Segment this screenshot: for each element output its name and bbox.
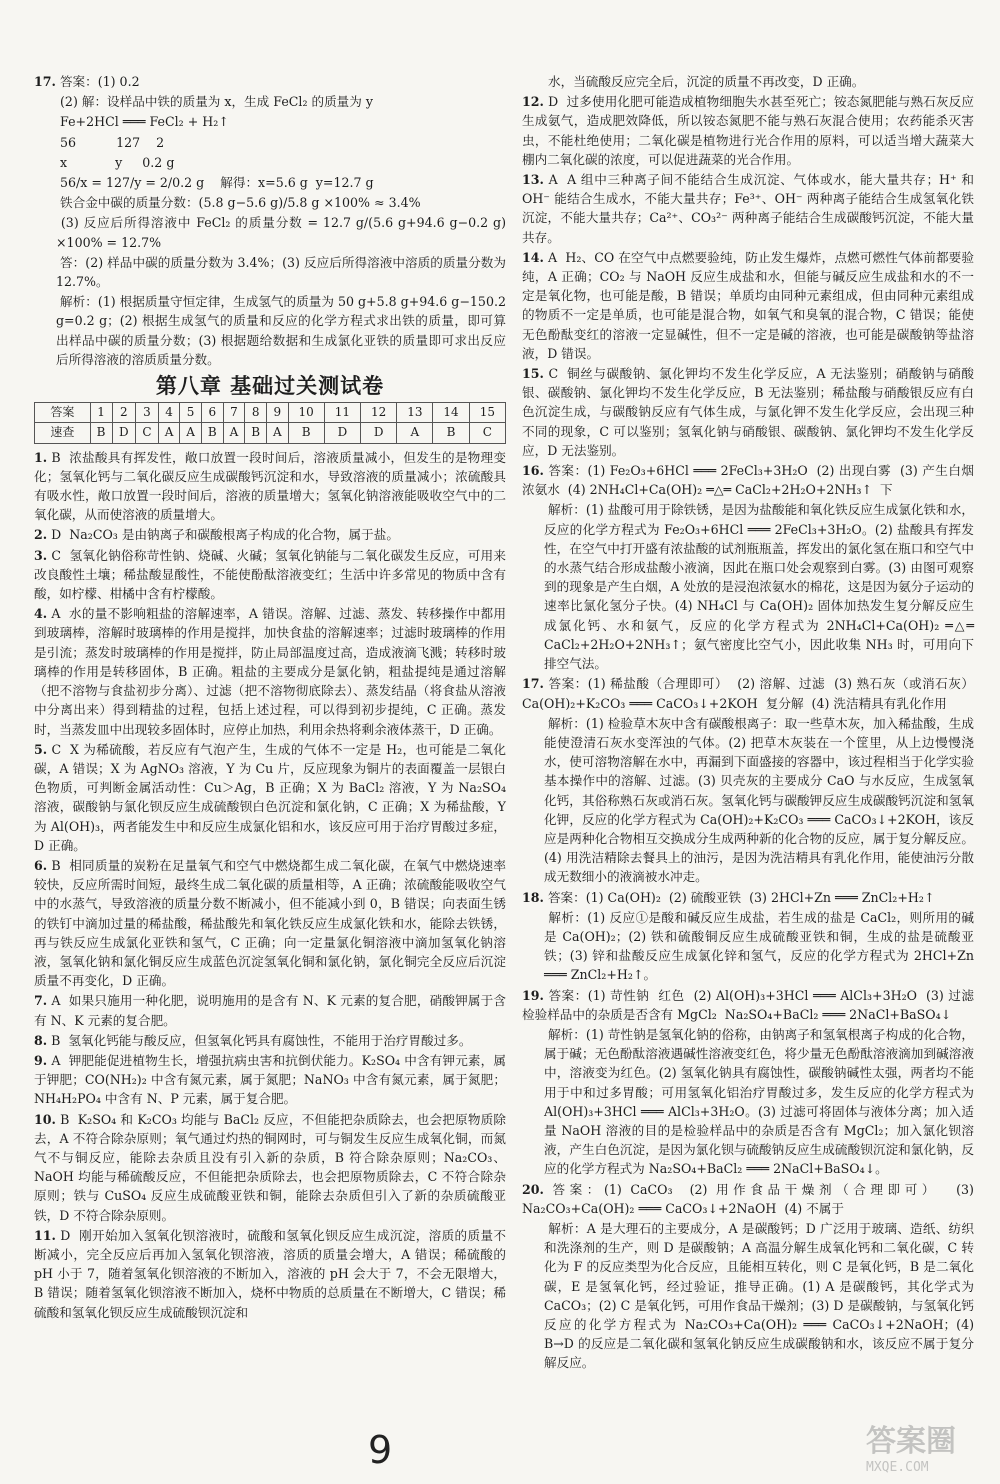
answer-text: C 铜丝与碳酸钠、氯化钾均不发生化学反应，A 无法鉴别；硝酸钠与硝酸银、碳酸钠、氯化钾均不发生化学反应，B 无法鉴别；稀盐酸与硝酸银反应有白色沉淀生成，与碳酸钠反应有气体生成，与氯化钾不发生化学反应，会出现三种不同的现象，C 可以鉴别；氢氧化钠与硝酸银、碳酸钠、氯化钾均不发生化学反应，D 无法鉴别。 <box>522 366 974 458</box>
answer-table-choice: B <box>90 423 112 443</box>
answer-paragraph <box>34 173 506 192</box>
page-number: 9 <box>368 1428 393 1472</box>
answer-table-number: 10 <box>288 403 324 423</box>
answer-table-choice: D <box>112 423 136 443</box>
answer-table-choice: D <box>361 423 397 443</box>
answer-paragraph <box>522 1180 978 1218</box>
answer-table-number: 3 <box>136 403 159 423</box>
answer-table-choice: B <box>201 423 223 443</box>
answer-text: C X 为稀硫酸，若反应有气泡产生，生成的气体不一定是 H₂，也可能是二氧化碳，A 错误；X 为 AgNO₃ 溶液，Y 为 Cu 片，反应现象为铜片的表面覆盖一层银白色物质，可判断金属活动性：Cu＞Ag，B 正确；X 为 BaCl₂ 溶液，Y 为 Na₂SO₄ 溶液，碳酸钠与氯化钡反应生成硫酸钡白色沉淀和氯化钠，C 正确；X 为稀盐酸，Y 为 Al(OH)₃，两者能发生中和反应生成氯化铝和水，该反应可用于治疗胃酸过多症，D 正确。 <box>34 741 511 853</box>
watermark-logo <box>866 1416 986 1474</box>
answer-paragraph <box>522 986 983 1024</box>
answer-table-number: 14 <box>433 403 469 423</box>
answer-text: 解析：(1) 盐酸可用于除铁锈，是因为盐酸能和氧化铁反应生成氯化铁和水，反应的化学方程式为 Fe₂O₃+6HCl ═══ 2FeCl₃+3H₂O。(2) 盐酸具有挥发性，在空气中打开盛有浓盐酸的试剂瓶瓶盖，挥发出的氯化氢在瓶口和空气中的水蒸气结合形成盐酸小液滴，因此在瓶口处会观察到白雾。(3) 由图可观察到的现象是产生白烟，A 处放的是浸泡浓氨水的棉花，这是因为氨分子运动的速率比氯化氢分子快。(4) NH₄Cl 与 Ca(OH)₂ 固体加热发生复分解反应生成氯化钙、水和氨气，反应的化学方程式为 2NH₄Cl+Ca(OH)₂ ═△═ CaCl₂+2H₂O+2NH₃↑；氨气密度比空气小，因此收集 NH₃ 时，可用向下排空气法。 <box>544 502 979 672</box>
answer-table-number: 13 <box>397 403 433 423</box>
answer-text: (2) 解：设样品中铁的质量为 x，生成 FeCl₂ 的质量为 y <box>60 94 373 110</box>
answer-paragraph <box>34 112 506 131</box>
answer-text: D 过多使用化肥可能造成植物细胞失水甚至死亡；铵态氮肥能与熟石灰反应生成氨气，造成肥效降低，所以铵态氮肥不能与熟石灰混合使用；农药能杀灭害虫，不能杜绝使用；二氧化碳是植物进行光合作用的原料，可以适当增大蔬菜大棚内二氧化碳的浓度，可以促进蔬菜的光合作用。 <box>522 94 974 167</box>
chapter-title: 第八章 基础过关测试卷 <box>155 374 385 399</box>
answer-table-number: 6 <box>201 403 223 423</box>
answer-table-choice: B <box>433 423 469 443</box>
answer-paragraph <box>34 740 511 855</box>
answer-table-label: 速查 <box>35 423 91 443</box>
answer-paragraph <box>34 1226 511 1322</box>
answer-table-number: 1 <box>90 403 112 423</box>
answer-paragraph <box>34 991 506 1029</box>
question-number: 20. <box>522 1181 544 1197</box>
answer-paragraph <box>522 92 974 169</box>
answer-text: 解析：A 是大理石的主要成分，A 是碳酸钙；D 广泛用于玻璃、造纸、纺织和洗涤剂的生产，则 D 是碳酸钠；A 高温分解生成氧化钙和二氧化碳，C 转化为 F 的反应类型为化合反应，且能相互转化，则 C 是氧化钙，B 是二氧化碳，E 是氢氧化钙，经过验证，推导正确。(1) A 是碳酸钙，其化学式为 CaCO₃；(2) C 是氧化钙，可用作食品干燥剂；(3) D 是碳酸钠，与氢氧化钙反应的化学方程式为 Na₂CO₃+Ca(OH)₂ ═══ CaCO₃↓+2NaOH；(4) B→D 的反应是二氧化碳和氢氧化钠反应生成碳酸钠和水，该反应不属于复分解反应。 <box>544 1220 979 1371</box>
question-number: 6. <box>34 857 48 873</box>
answer-text: (3) 反应后所得溶液中 FeCl₂ 的质量分数 = 12.7 g/(5.6 g+94.6 g−0.2 g) ×100% = 12.7% <box>56 215 511 250</box>
answer-paragraph <box>522 1219 979 1373</box>
answer-text: 水，当硫酸反应完全后，沉淀的质量不再改变，D 正确。 <box>548 74 865 89</box>
answer-table-number: 5 <box>180 403 202 423</box>
question-number: 11. <box>34 1227 56 1243</box>
answer-text: D Na₂CO₃ 是由钠离子和碳酸根离子构成的化合物，属于盐。 <box>51 527 399 543</box>
right-column <box>522 72 983 1374</box>
answer-paragraph <box>522 170 978 247</box>
watermark-url: MXQE.COM <box>866 1460 929 1475</box>
answer-table-number: 15 <box>469 403 505 423</box>
answer-table-choice: C <box>469 423 505 443</box>
answer-paragraph <box>34 153 506 172</box>
question-number: 19. <box>522 987 544 1003</box>
answer-paragraph <box>34 604 506 738</box>
answer-paragraph <box>34 448 506 525</box>
answer-paragraph <box>34 213 511 251</box>
question-number: 12. <box>522 94 544 110</box>
question-number: 1. <box>34 449 48 465</box>
question-number: 14. <box>522 249 544 265</box>
answer-table <box>34 402 506 443</box>
answer-paragraph <box>34 546 506 604</box>
answer-table-number: 8 <box>245 403 267 423</box>
answer-text: 解析：(1) 检验草木灰中含有碳酸根离子：取一些草木灰，加入稀盐酸，生成能使澄清石灰水变浑浊的气体。(2) 把草木灰装在一个筐里，从上边慢慢浇水，使可溶物溶解在水中，再漏到下面盛接的容器中，该过程相当于化学实验基本操作中的溶解、过滤。(3) 贝壳灰的主要成分 CaO 与水反应，生成氢氧化钙，其俗称熟石灰或消石灰。氢氧化钙与碳酸钾反应生成碳酸钙沉淀和氢氧化钾，反应的化学方程式为 Ca(OH)₂+K₂CO₃ ═══ CaCO₃↓+2KOH，该反应是两种化合物相互交换成分生成两种新的化合物的反应，属于复分解反应。(4) 用洗洁精除去餐具上的油污，是因为洗洁精具有乳化作用，能使油污分散成无数细小的液滴被水冲走。 <box>544 715 974 885</box>
answer-table-choice: A <box>158 423 180 443</box>
answer-text: 答案：(1) CaCO₃ (2) 用作食品干燥剂（合理即可） (3) Na₂CO₃+Ca(OH)₂ ═══ CaCO₃↓+2NaOH (4) 不属于 <box>522 1181 978 1216</box>
question-number: 3. <box>34 547 48 563</box>
question-number: 9. <box>34 1052 48 1068</box>
answer-table-number: 11 <box>324 403 360 423</box>
answer-text: 解析：(1) 反应①是酸和碱反应生成盐，若生成的盐是 CaCl₂，则所用的碱是 Ca(OH)₂；(2) 铁和硫酸铜反应生成硫酸亚铁和铜，生成的盐是硫酸亚铁；(3) 锌和盐酸反应生成氯化锌和氢气，反应的化学方程式为 2HCl+Zn ═══ ZnCl₂+H₂↑。 <box>544 909 979 983</box>
answer-text: 答案：(1) 苛性钠 红色 (2) Al(OH)₃+3HCl ═══ AlCl₃+3H₂O (3) 过滤 检验样品中的杂质是否含有 MgCl₂ Na₂SO₄+BaCl₂ ═══ 2NaCl+BaSO₄↓ <box>522 987 983 1022</box>
answer-paragraph <box>522 674 983 712</box>
answer-table-choice: B <box>288 423 324 443</box>
answer-table-number: 4 <box>158 403 180 423</box>
answer-paragraph <box>522 714 974 887</box>
question-number: 16. <box>522 463 544 479</box>
question-number: 18. <box>522 889 544 905</box>
question-number: 2. <box>34 527 48 543</box>
answer-paragraph <box>34 193 506 212</box>
answer-text: B 浓盐酸具有挥发性，敞口放置一段时间后，溶液质量减小，但发生的是物理变化；氢氧化钙与二氧化碳反应生成碳酸钙沉淀和水，导致溶液的质量减小；浓硫酸具有吸水性，敞口放置一段时间后，溶液的质量增大；氢氧化钠溶液能吸收空气中的二氧化碳，从而使溶液的质量增大。 <box>34 449 506 523</box>
answer-text: Fe+2HCl ═══ FeCl₂ + H₂↑ <box>60 114 229 130</box>
answer-text: D 刚开始加入氢氧化钡溶液时，硫酸和氢氧化钡反应生成沉淀，溶质的质量不断减小，完全反应后再加入氢氧化钡溶液，溶质的质量会增大，A 错误；稀硫酸的 pH 小于 7，随着氢氧化钡溶液的不断加入，溶液的 pH 会大于 7，不会无限增大，B 错误；随着氢氧化钡溶液不断加入，烧杯中物质的总质量在不断增大，C 错误；稀硫酸和氢氧化钡反应生成硫酸钡沉淀和 <box>34 1227 511 1320</box>
question-number: 13. <box>522 172 544 188</box>
answer-paragraph <box>522 364 974 460</box>
answer-paragraph <box>522 248 974 363</box>
answer-table-choice: B <box>245 423 267 443</box>
answer-table-number: 2 <box>112 403 136 423</box>
question-number: 4. <box>34 606 48 622</box>
answer-text: B 相同质量的炭粉在足量氧气和空气中燃烧都生成二氧化碳，在氧气中燃烧速率较快，反应所需时间短，最终生成二氧化碳的质量相等，A 正确；浓硫酸能吸收空气中的水蒸气，导致溶液的质量分数不断减小，但不能减小到 0，B 错误；向表面生锈的铁钉中滴加过量的稀盐酸，稀盐酸先和氧化铁反应生成氯化铁和水，能除去铁锈，再与铁反应生成氯化亚铁和氢气，C 正确；向一定量氯化铜溶液中滴加氢氧化钠溶液，氢氧化钠和氯化铜反应生成蓝色沉淀氢氧化铜和氯化钠，氯化铜完全反应后沉淀质量不再变化，D 正确。 <box>34 857 506 989</box>
answer-paragraph <box>34 292 510 369</box>
answer-table-number: 9 <box>267 403 289 423</box>
answer-paragraph <box>34 253 511 291</box>
answer-paragraph <box>522 72 974 91</box>
answer-paragraph <box>522 888 974 907</box>
left-answer-list <box>34 448 511 1322</box>
answer-paragraph <box>34 72 506 91</box>
answer-paragraph <box>34 1031 506 1050</box>
answer-table-choice: A <box>223 423 245 443</box>
answer-text: A A 组中三种离子间不能结合生成沉淀、气体或水，能大量共存；H⁺ 和 OH⁻ 能结合生成水，不能大量共存；Fe³⁺、OH⁻ 两种离子能结合生成氢氧化铁沉淀，不能大量共存；Ca²⁺、CO₃²⁻ 两种离子能结合生成碳酸钙沉淀，不能大量共存。 <box>522 172 978 245</box>
left-column <box>34 72 511 1323</box>
answer-table-number: 12 <box>361 403 397 423</box>
answer-text: 答案：(1) 稀盐酸（合理即可） (2) 溶解、过滤 (3) 熟石灰（或消石灰） Ca(OH)₂+K₂CO₃ ═══ CaCO₃↓+2KOH 复分解 (4) 洗洁精具有乳化作用 <box>522 676 983 711</box>
answer-table-label: 答案 <box>35 403 91 423</box>
right-answer-list <box>522 72 983 1373</box>
answer-text: A 钾肥能促进植物生长，增强抗病虫害和抗倒伏能力。K₂SO₄ 中含有钾元素，属于钾肥；CO(NH₂)₂ 中含有氮元素，属于氮肥；NaNO₃ 中含有氮元素，属于氮肥；NH₄H₂PO₄ 中含有 N、P 元素，属于复合肥。 <box>34 1052 506 1107</box>
answer-table-choice: A <box>180 423 202 443</box>
answer-table-choice: A <box>397 423 433 443</box>
answer-text: B 氢氧化钙能与酸反应，但氢氧化钙具有腐蚀性，不能用于治疗胃酸过多。 <box>51 1032 472 1048</box>
answer-text: 答案：(1) Fe₂O₃+6HCl ═══ 2FeCl₃+3H₂O (2) 出现白雾 (3) 产生白烟 浓氨水 (4) 2NH₄Cl+Ca(OH)₂ ═△═ CaCl₂+2H₂O+2NH₃↑ 下 <box>522 463 983 498</box>
answer-paragraph <box>34 1051 506 1109</box>
question-number: 17. <box>34 74 56 89</box>
answer-text: 答：(2) 样品中碳的质量分数为 3.4%；(3) 反应后所得溶液中溶质的质量分数为 12.7%。 <box>56 254 511 290</box>
answer-text: 56/x = 127/y = 2/0.2 g 解得：x=5.6 g y=12.7 g <box>60 175 374 191</box>
q17-solution <box>34 72 511 369</box>
answer-paragraph <box>34 856 506 990</box>
answer-paragraph <box>522 1025 979 1179</box>
answer-text: 56 127 2 <box>60 134 165 150</box>
answer-paragraph <box>34 525 506 544</box>
answer-text: A 如果只施用一种化肥，说明施用的是含有 N、K 元素的复合肥，硝酸钾属于含有 N、K 元素的复合肥。 <box>34 993 506 1028</box>
question-number: 7. <box>34 993 48 1009</box>
answer-text: 铁合金中碳的质量分数：(5.8 g−5.6 g)/5.8 g ×100% ≈ 3.4% <box>60 195 421 211</box>
answer-text: x y 0.2 g <box>60 154 175 170</box>
answer-paragraph <box>34 1110 506 1225</box>
answer-table-number: 7 <box>223 403 245 423</box>
answer-text: B K₂SO₄ 和 K₂CO₃ 均能与 BaCl₂ 反应，不但能把杂质除去，也会把原物质除去，A 不符合除杂原则；氧气通过灼热的铜网时，可与铜发生反应生成氧化铜，而氮气不与铜反应，能除去杂质且没有引入新的杂质，B 符合除杂原则；Na₂CO₃、NaOH 均能与稀硫酸反应，不但能把杂质除去，也会把原物质除去，C 不符合除杂原则；铁与 CuSO₄ 反应生成硫酸亚铁和铜，能除去杂质但引入了新的杂质硫酸亚铁，D 不符合除杂原则。 <box>34 1111 506 1223</box>
answer-text: A H₂、CO 在空气中点燃要验纯，防止发生爆炸，点燃可燃性气体前都要验纯，A 正确；CO₂ 与 NaOH 反应生成盐和水，但能与碱反应生成盐和水的不一定是氧化物，也可能是酸，B 错误；单质均由同种元素组成，但由同种元素组成的物质不一定是单质，也可能是混合物，如氧气和臭氧的混合物，C 错误；能使无色酚酞变红的溶液一定显碱性，但不一定是碱的溶液，也可能是碳酸钠等盐溶液，D 错误。 <box>522 249 974 361</box>
answer-paragraph <box>34 92 506 111</box>
answer-text: 答案：(1) 0.2 <box>59 74 140 89</box>
watermark-text: 答案圈 <box>866 1424 956 1459</box>
answer-table-choice: D <box>324 423 360 443</box>
question-number: 17. <box>522 676 544 692</box>
answer-text: 解析：(1) 根据质量守恒定律，生成氢气的质量为 50 g+5.8 g+94.6 g−150.2 g=0.2 g；(2) 根据生成氢气的质量和反应的化学方程式求出铁的质量，即可算出样品中碳的质量分数；(3) 根据题给数据和生成氯化亚铁的质量即可求出反应后所得溶液的溶质质量分数。 <box>56 294 510 367</box>
answer-table-choice: C <box>136 423 159 443</box>
answer-text: 答案：(1) Ca(OH)₂ (2) 硫酸亚铁 (3) 2HCl+Zn ═══ ZnCl₂+H₂↑ <box>547 889 935 905</box>
answer-paragraph <box>34 133 506 152</box>
answer-paragraph <box>522 908 979 985</box>
answer-table-choice: A <box>267 423 289 443</box>
answer-text: A 水的量不影响粗盐的溶解速率，A 错误。溶解、过滤、蒸发、转移操作中都用到玻璃棒，溶解时玻璃棒的作用是搅拌，加快食盐的溶解速率；过滤时玻璃棒的作用是引流；蒸发时玻璃棒的作用是搅拌，防止局部温度过高，造成液滴飞溅；转移时玻璃棒的作用是转移固体，B 正确。粗盐的主要成分是氯化钠，粗盐提纯是通过溶解（把不溶物与食盐初步分离）、过滤（把不溶物彻底除去）、蒸发结晶（将食盐从溶液中分离出来）得到精盐的过程，包括上述过程，可以得到初步提纯，C 正确。蒸发时，当蒸发皿中出现较多固体时，应停止加热，利用余热将剩余液体蒸干，D 正确。 <box>34 606 506 737</box>
question-number: 5. <box>34 741 48 757</box>
answer-paragraph <box>522 461 983 499</box>
answer-text: 解析：(1) 苛性钠是氢氧化钠的俗称，由钠离子和氢氧根离子构成的化合物，属于碱；无色酚酞溶液遇碱性溶液变红色，将少量无色酚酞溶液滴加到碱溶液中，溶液变为红色。(2) 氢氧化钠具有腐蚀性，碳酸钠碱性太强，两者均不能用于中和过多胃酸；可用氢氧化铝治疗胃酸过多，发生反应的化学方程式为 Al(OH)₃+3HCl ═══ AlCl₃+3H₂O。(3) 过滤可将固体与液体分离；加入适量 NaOH 溶液的目的是检验样品中的杂质是否含有 MgCl₂；加入氯化钡溶液，产生白色沉淀，是因为氯化钡与硫酸钠反应生成硫酸钡沉淀和氯化钠，反应的化学方程式为 Na₂SO₄+BaCl₂ ═══ 2NaCl+BaSO₄↓。 <box>544 1026 979 1177</box>
question-number: 10. <box>34 1111 56 1127</box>
answer-paragraph <box>522 500 979 673</box>
answer-text: C 氢氧化钠俗称苛性钠、烧碱、火碱；氢氧化钠能与二氧化碳发生反应，可用来改良酸性土壤；稀盐酸显酸性，不能使酚酞溶液变红；生活中许多常见的物质中含有酸，如柠檬、柑橘中含有柠檬酸。 <box>34 547 506 602</box>
question-number: 8. <box>34 1032 48 1048</box>
question-number: 15. <box>522 366 544 382</box>
